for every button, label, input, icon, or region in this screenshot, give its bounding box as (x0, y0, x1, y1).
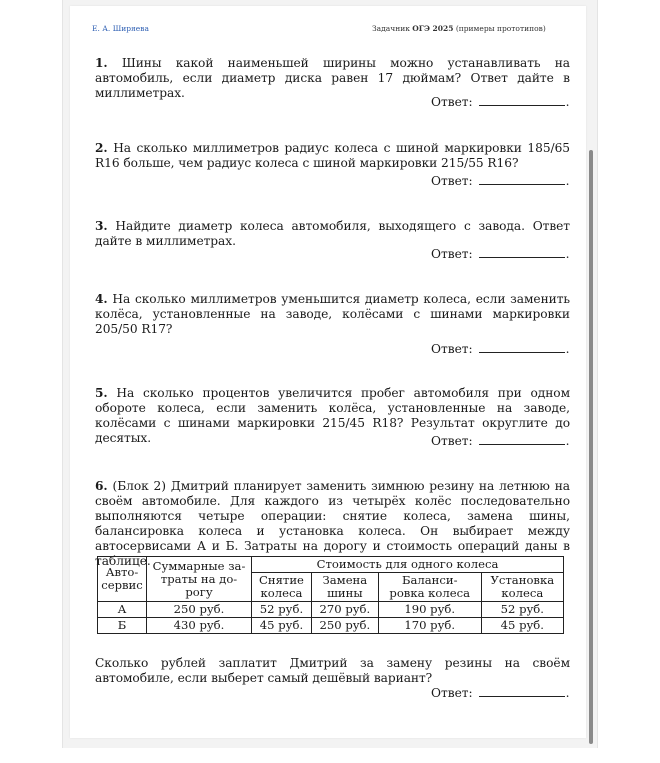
answer-label: Ответ: (431, 342, 473, 356)
table-subheader: Замена шины (311, 573, 378, 602)
table-cell: 270 руб. (311, 602, 378, 618)
answer-line[interactable] (479, 687, 565, 697)
answer-line[interactable] (479, 248, 565, 258)
table-header-group: Стоимость для одного колеса (252, 557, 564, 573)
table-cell: 190 руб. (378, 602, 481, 618)
cost-table (97, 556, 564, 634)
question-text: Найдите диаметр колеса автомобиля, выходящего с завода. Ответ дайте в миллиметрах. (95, 219, 571, 248)
answer-line[interactable] (479, 175, 565, 185)
table-subheader: Баланси- ровка колеса (378, 573, 481, 602)
table-cell-travel: 250 руб. (147, 602, 252, 618)
answer-line[interactable] (479, 435, 565, 445)
table-cell: 52 руб. (252, 602, 312, 618)
table-cell-service: Б (98, 618, 147, 634)
question-number: 6. (95, 479, 108, 493)
header-author: Е. А. Ширяева (92, 24, 149, 33)
question-text: Сколько рублей заплатит Дмитрий за замену резины на своём автомобиле, если выберет самый дешёвый вариант? (95, 656, 570, 685)
table-cell: 45 руб. (481, 618, 563, 634)
question-text: На сколько миллиметров уменьшится диаметр колеса, если заменить колёса, установленные на заводе, колёсами с шинами маркировки 205/50 R17? (95, 292, 571, 336)
answer-field-4[interactable]: Ответ: . (431, 342, 570, 356)
vertical-scrollbar[interactable] (589, 150, 593, 744)
question-3 (95, 219, 570, 249)
question-number: 1. (95, 56, 108, 70)
answer-line[interactable] (479, 96, 565, 106)
question-number: 5. (95, 386, 108, 400)
answer-label: Ответ: (431, 174, 473, 188)
answer-label: Ответ: (431, 95, 473, 109)
table-cell-service: А (98, 602, 147, 618)
answer-label: Ответ: (431, 434, 473, 448)
answer-label: Ответ: (431, 247, 473, 261)
answer-field-2[interactable]: Ответ: . (431, 174, 570, 188)
header-title: Задачник ОГЭ 2025 (примеры прототипов) (372, 24, 546, 33)
table-cell: 52 руб. (481, 602, 563, 618)
question-number: 2. (95, 141, 108, 155)
table-row (98, 618, 564, 634)
table-cell: 45 руб. (252, 618, 312, 634)
table-header-travel: Суммарные за- траты на до- рогу (147, 557, 252, 602)
table-row (98, 602, 564, 618)
table-subheader: Установка колеса (481, 573, 563, 602)
answer-field-1[interactable]: Ответ: . (431, 95, 570, 109)
answer-label: Ответ: (431, 686, 473, 700)
table-subheader: Снятие колеса (252, 573, 312, 602)
answer-field-5[interactable]: Ответ: . (431, 434, 570, 448)
question-number: 4. (95, 292, 108, 306)
question-text: Шины какой наименьшей ширины можно устанавливать на автомобиль, если диаметр диска равен 17 дюймам? Ответ дайте в миллиметрах. (95, 56, 570, 100)
question-text: (Блок 2) Дмитрий планирует заменить зимнюю резину на летнюю на своём автомобиле. Для каждого из четырёх колёс последовательно выполняются четыре операции: снятие колеса, замена шины, балансировка колеса и установка колеса. Он выбирает между автосервисами А и Б. Затраты на дорогу и стоимость операций даны в таблице. (95, 479, 571, 568)
answer-field-6[interactable]: Ответ: . (431, 686, 570, 700)
table-cell-travel: 430 руб. (147, 618, 252, 634)
answer-field-3[interactable]: Ответ: . (431, 247, 570, 261)
question-6-final (95, 656, 570, 686)
table-header-service: Авто- сервис (98, 557, 147, 602)
answer-line[interactable] (479, 343, 565, 353)
question-number: 3. (95, 219, 108, 233)
question-text: На сколько процентов увеличится пробег автомобиля при одном обороте колеса, если заменить колёса, установленные на заводе, колёсами с шинами маркировки 215/45 R18? Результат округлите до десятых. (95, 386, 570, 445)
question-4 (95, 292, 570, 337)
table-cell: 250 руб. (311, 618, 378, 634)
table-cell: 170 руб. (378, 618, 481, 634)
question-text: На сколько миллиметров радиус колеса с шиной маркировки 185/65 R16 больше, чем радиус колеса с шиной маркировки 215/55 R16? (95, 141, 570, 170)
question-2 (95, 141, 570, 171)
table-header-row (98, 557, 564, 573)
